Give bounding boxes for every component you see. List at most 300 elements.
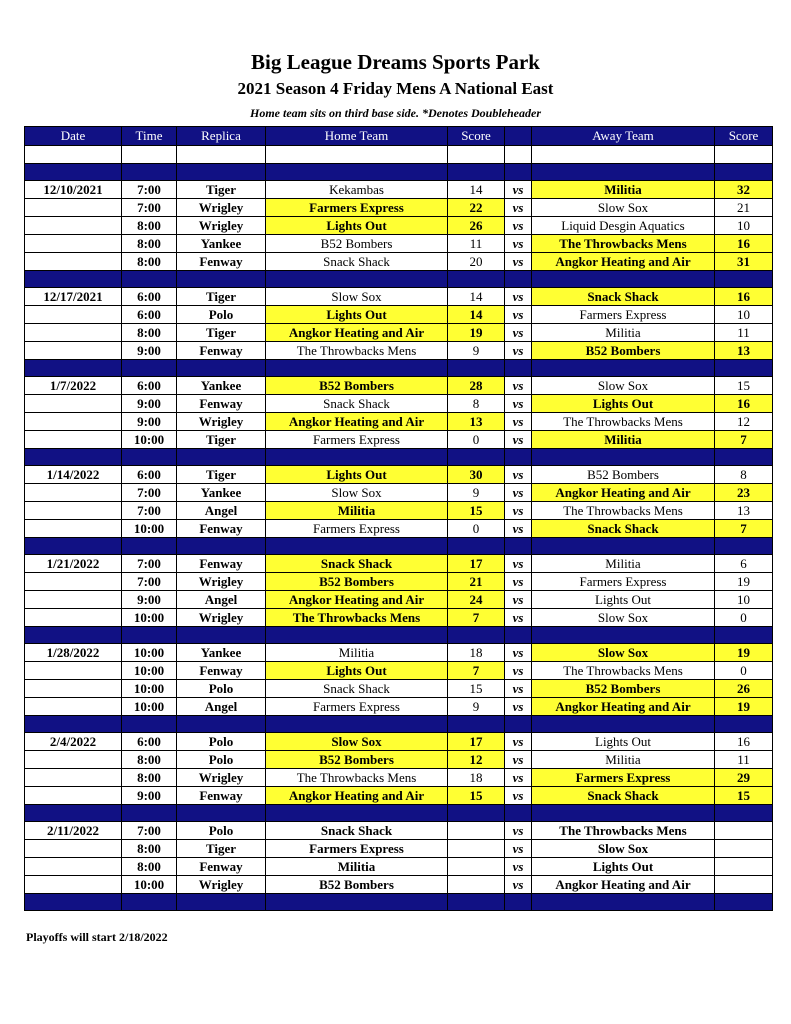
blank-row [25,146,773,164]
away-score: 13 [715,342,773,360]
away-team: Militia [532,555,715,573]
vs-label: vs [505,181,532,199]
blank-cell [505,146,532,164]
game-row [25,181,773,199]
home-score: 0 [448,520,505,538]
separator-cell [122,449,177,466]
game-row [25,751,773,769]
game-date [25,395,122,413]
separator-cell [715,894,773,911]
home-score: 20 [448,253,505,271]
game-date: 12/17/2021 [25,288,122,306]
home-team: Slow Sox [266,288,448,306]
game-date [25,199,122,217]
game-time: 9:00 [122,395,177,413]
game-row [25,876,773,894]
game-replica: Yankee [177,484,266,502]
game-row [25,591,773,609]
separator-cell [122,164,177,181]
away-score: 7 [715,520,773,538]
game-date [25,609,122,627]
game-replica: Tiger [177,466,266,484]
game-date [25,484,122,502]
game-replica: Tiger [177,288,266,306]
vs-label: vs [505,822,532,840]
separator-cell [715,271,773,288]
game-time: 7:00 [122,502,177,520]
separator-cell [532,271,715,288]
blank-cell [25,146,122,164]
separator-cell [505,360,532,377]
game-time: 6:00 [122,466,177,484]
vs-label: vs [505,520,532,538]
game-date [25,306,122,324]
game-row [25,769,773,787]
home-score: 0 [448,431,505,449]
away-score: 21 [715,199,773,217]
game-date: 1/21/2022 [25,555,122,573]
game-date: 1/28/2022 [25,644,122,662]
game-date [25,573,122,591]
game-replica: Tiger [177,181,266,199]
separator-cell [177,164,266,181]
away-score: 16 [715,395,773,413]
home-team: Lights Out [266,662,448,680]
separator-cell [505,805,532,822]
game-row [25,253,773,271]
home-team: Angkor Heating and Air [266,324,448,342]
game-date [25,502,122,520]
home-score: 14 [448,306,505,324]
home-score: 11 [448,235,505,253]
separator-cell [25,627,122,644]
game-replica: Polo [177,751,266,769]
home-team: Angkor Heating and Air [266,787,448,805]
game-replica: Fenway [177,555,266,573]
separator-cell [715,164,773,181]
game-date: 1/14/2022 [25,466,122,484]
separator-cell [532,716,715,733]
away-score: 10 [715,591,773,609]
away-team: The Throwbacks Mens [532,822,715,840]
separator-cell [532,449,715,466]
separator-cell [25,271,122,288]
separator-cell [25,538,122,555]
separator-cell [266,894,448,911]
header-row [25,127,773,146]
separator-cell [122,271,177,288]
home-score [448,858,505,876]
game-time: 8:00 [122,324,177,342]
vs-label: vs [505,573,532,591]
home-score: 14 [448,181,505,199]
game-time: 8:00 [122,235,177,253]
away-score [715,840,773,858]
separator-cell [266,716,448,733]
game-row [25,858,773,876]
away-score: 0 [715,609,773,627]
game-date: 2/11/2022 [25,822,122,840]
separator-cell [505,894,532,911]
game-time: 10:00 [122,431,177,449]
away-score: 10 [715,217,773,235]
separator-cell [177,360,266,377]
blank-cell [177,146,266,164]
separator-cell [177,716,266,733]
vs-label: vs [505,395,532,413]
home-score: 18 [448,769,505,787]
vs-label: vs [505,484,532,502]
game-date [25,662,122,680]
away-score: 15 [715,377,773,395]
vs-label: vs [505,787,532,805]
game-time: 9:00 [122,591,177,609]
vs-label: vs [505,413,532,431]
game-replica: Wrigley [177,413,266,431]
game-date: 12/10/2021 [25,181,122,199]
page-subtitle: 2021 Season 4 Friday Mens A National East [237,79,554,98]
away-score [715,858,773,876]
away-team: Angkor Heating and Air [532,253,715,271]
separator-cell [448,538,505,555]
game-replica: Polo [177,822,266,840]
game-date [25,413,122,431]
away-team: Militia [532,181,715,199]
game-replica: Fenway [177,787,266,805]
vs-label: vs [505,306,532,324]
game-date [25,431,122,449]
home-score: 19 [448,324,505,342]
game-row [25,840,773,858]
game-date [25,698,122,716]
away-score: 16 [715,733,773,751]
home-team: The Throwbacks Mens [266,769,448,787]
game-time: 7:00 [122,484,177,502]
separator-cell [266,360,448,377]
game-replica: Polo [177,306,266,324]
away-team: B52 Bombers [532,342,715,360]
game-time: 7:00 [122,822,177,840]
separator-cell [266,538,448,555]
game-replica: Angel [177,698,266,716]
away-score: 16 [715,288,773,306]
separator-cell [715,538,773,555]
game-row [25,466,773,484]
game-replica: Wrigley [177,769,266,787]
away-team: Snack Shack [532,787,715,805]
game-row [25,555,773,573]
vs-label: vs [505,609,532,627]
game-row [25,395,773,413]
game-row [25,288,773,306]
separator-cell [532,164,715,181]
away-score: 7 [715,431,773,449]
home-score: 30 [448,466,505,484]
game-row [25,306,773,324]
separator-cell [715,449,773,466]
away-score: 29 [715,769,773,787]
away-score [715,876,773,894]
home-team: The Throwbacks Mens [266,342,448,360]
away-score [715,822,773,840]
home-team: B52 Bombers [266,751,448,769]
away-team: Slow Sox [532,644,715,662]
separator-cell [25,360,122,377]
away-team: Angkor Heating and Air [532,484,715,502]
separator-cell [505,164,532,181]
away-team: Farmers Express [532,306,715,324]
game-replica: Tiger [177,840,266,858]
game-row [25,324,773,342]
separator-cell [122,894,177,911]
home-team: Militia [266,502,448,520]
vs-label: vs [505,324,532,342]
separator-cell [715,716,773,733]
col-home-score: Score [448,127,505,146]
game-time: 9:00 [122,787,177,805]
game-time: 6:00 [122,733,177,751]
blank-cell [266,146,448,164]
home-team: Farmers Express [266,840,448,858]
game-replica: Fenway [177,520,266,538]
game-row [25,662,773,680]
game-date [25,751,122,769]
schedule-body [25,146,773,911]
blank-cell [122,146,177,164]
home-score: 9 [448,342,505,360]
game-time: 10:00 [122,698,177,716]
game-replica: Yankee [177,377,266,395]
game-time: 10:00 [122,662,177,680]
game-replica: Wrigley [177,217,266,235]
game-time: 9:00 [122,342,177,360]
game-row [25,573,773,591]
game-row [25,484,773,502]
away-team: The Throwbacks Mens [532,413,715,431]
away-team: The Throwbacks Mens [532,502,715,520]
away-team: Lights Out [532,395,715,413]
vs-label: vs [505,644,532,662]
schedule-table [24,126,773,911]
vs-label: vs [505,199,532,217]
game-row [25,342,773,360]
week-separator [25,627,773,644]
separator-cell [505,538,532,555]
home-score: 13 [448,413,505,431]
game-replica: Polo [177,733,266,751]
separator-cell [122,805,177,822]
away-score: 16 [715,235,773,253]
separator-cell [448,627,505,644]
home-team: Snack Shack [266,555,448,573]
game-row [25,217,773,235]
week-separator [25,716,773,733]
game-time: 10:00 [122,680,177,698]
separator-cell [505,627,532,644]
separator-cell [715,805,773,822]
game-date: 1/7/2022 [25,377,122,395]
away-score: 19 [715,573,773,591]
vs-label: vs [505,466,532,484]
home-score: 22 [448,199,505,217]
game-replica: Wrigley [177,199,266,217]
week-separator [25,894,773,911]
game-time: 10:00 [122,609,177,627]
away-team: Farmers Express [532,769,715,787]
separator-cell [177,627,266,644]
week-separator [25,271,773,288]
game-replica: Fenway [177,858,266,876]
home-team: Farmers Express [266,698,448,716]
vs-label: vs [505,858,532,876]
home-team: Snack Shack [266,680,448,698]
separator-cell [122,627,177,644]
separator-cell [448,805,505,822]
home-team: Snack Shack [266,253,448,271]
separator-cell [122,360,177,377]
away-score: 13 [715,502,773,520]
game-time: 8:00 [122,751,177,769]
away-team: Militia [532,431,715,449]
playoffs-note: Playoffs will start 2/18/2022 [26,930,168,944]
game-replica: Tiger [177,324,266,342]
col-time: Time [122,127,177,146]
away-score: 32 [715,181,773,199]
home-score: 15 [448,680,505,698]
home-team: Farmers Express [266,199,448,217]
away-team: Slow Sox [532,609,715,627]
game-replica: Wrigley [177,876,266,894]
vs-label: vs [505,217,532,235]
week-separator [25,360,773,377]
home-score [448,840,505,858]
game-time: 9:00 [122,413,177,431]
game-replica: Fenway [177,253,266,271]
game-time: 8:00 [122,858,177,876]
col-away-score: Score [715,127,773,146]
col-vs [505,127,532,146]
game-time: 7:00 [122,555,177,573]
game-row [25,680,773,698]
home-score: 28 [448,377,505,395]
game-time: 7:00 [122,199,177,217]
home-score: 7 [448,609,505,627]
home-team: Angkor Heating and Air [266,591,448,609]
home-score [448,876,505,894]
vs-label: vs [505,591,532,609]
game-replica: Angel [177,502,266,520]
home-team: B52 Bombers [266,876,448,894]
away-team: Lights Out [532,733,715,751]
game-date [25,324,122,342]
away-score: 11 [715,324,773,342]
vs-label: vs [505,288,532,306]
away-score: 31 [715,253,773,271]
vs-label: vs [505,502,532,520]
game-date [25,235,122,253]
game-time: 6:00 [122,377,177,395]
home-score: 17 [448,733,505,751]
away-team: Lights Out [532,591,715,609]
vs-label: vs [505,698,532,716]
col-replica: Replica [177,127,266,146]
game-row [25,733,773,751]
vs-label: vs [505,662,532,680]
game-replica: Wrigley [177,609,266,627]
game-row [25,377,773,395]
away-team: Slow Sox [532,840,715,858]
game-time: 10:00 [122,876,177,894]
home-score: 7 [448,662,505,680]
col-home-team: Home Team [266,127,448,146]
separator-cell [177,449,266,466]
home-score: 9 [448,484,505,502]
separator-cell [266,627,448,644]
home-team: B52 Bombers [266,377,448,395]
away-team: The Throwbacks Mens [532,235,715,253]
game-time: 6:00 [122,288,177,306]
home-score: 14 [448,288,505,306]
separator-cell [532,894,715,911]
home-score: 17 [448,555,505,573]
game-date [25,876,122,894]
col-away-team: Away Team [532,127,715,146]
separator-cell [448,271,505,288]
col-date: Date [25,127,122,146]
vs-label: vs [505,235,532,253]
game-date [25,787,122,805]
game-time: 8:00 [122,217,177,235]
game-row [25,787,773,805]
home-score: 21 [448,573,505,591]
separator-cell [25,449,122,466]
vs-label: vs [505,342,532,360]
blank-cell [532,146,715,164]
home-team: Militia [266,644,448,662]
away-team: Militia [532,751,715,769]
game-time: 6:00 [122,306,177,324]
away-score: 10 [715,306,773,324]
home-team: B52 Bombers [266,235,448,253]
separator-cell [266,805,448,822]
home-team: Farmers Express [266,431,448,449]
game-replica: Yankee [177,235,266,253]
game-date [25,858,122,876]
away-team: Slow Sox [532,377,715,395]
game-time: 10:00 [122,644,177,662]
home-score: 9 [448,698,505,716]
separator-cell [266,449,448,466]
game-row [25,822,773,840]
home-score: 8 [448,395,505,413]
separator-cell [448,360,505,377]
home-team: Lights Out [266,306,448,324]
game-replica: Fenway [177,662,266,680]
away-team: B52 Bombers [532,466,715,484]
away-team: Farmers Express [532,573,715,591]
game-replica: Yankee [177,644,266,662]
home-score: 24 [448,591,505,609]
home-team: The Throwbacks Mens [266,609,448,627]
vs-label: vs [505,431,532,449]
home-team: Farmers Express [266,520,448,538]
separator-cell [266,164,448,181]
home-team: Angkor Heating and Air [266,413,448,431]
separator-cell [122,538,177,555]
away-team: Liquid Desgin Aquatics [532,217,715,235]
away-score: 19 [715,644,773,662]
home-score: 15 [448,787,505,805]
